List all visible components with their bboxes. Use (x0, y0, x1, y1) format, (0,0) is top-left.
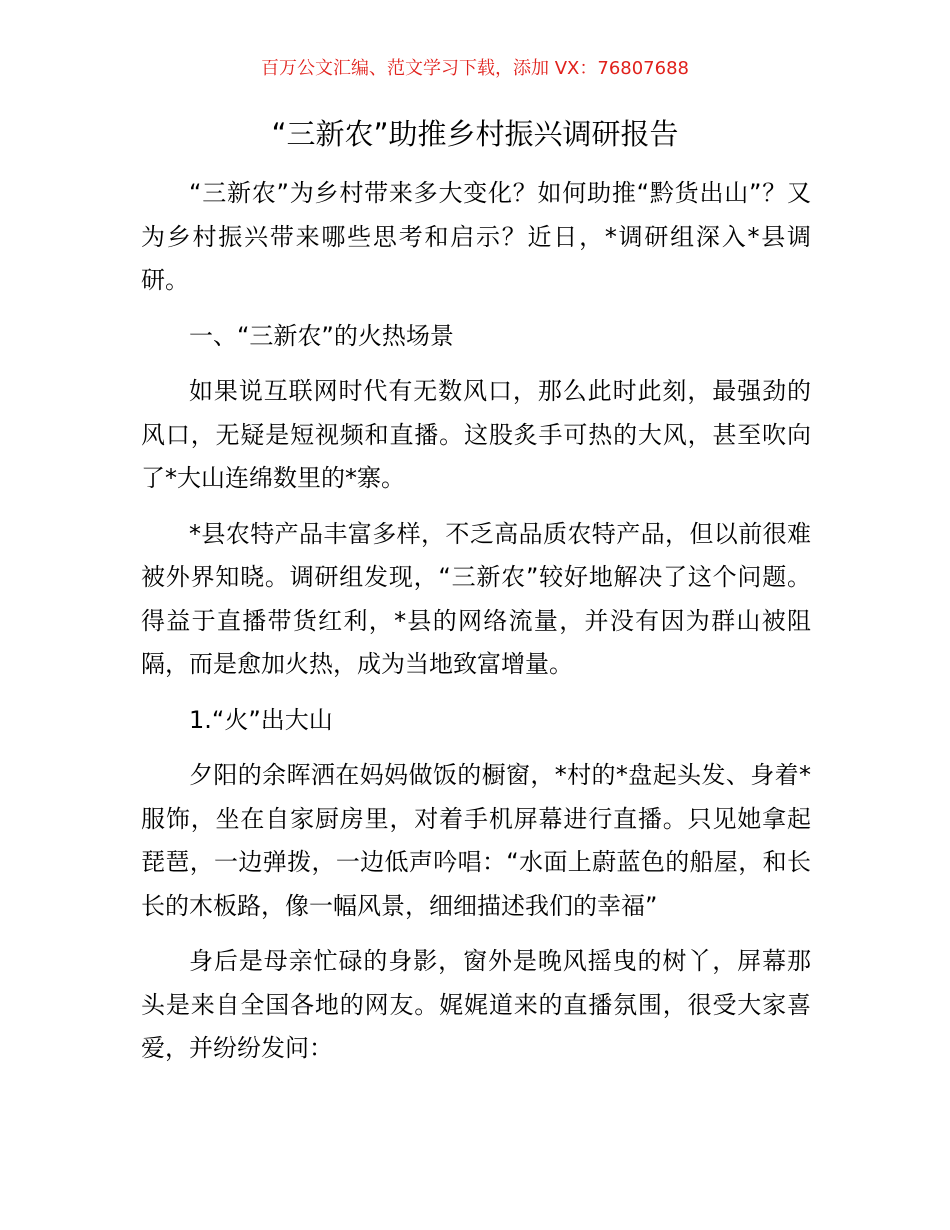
section-heading-1: 一、“三新农”的火热场景 (189, 321, 454, 350)
paragraph-livestream: 夕阳的余晖洒在妈妈做饭的橱窗，*村的*盘起头发、身着*服饰，坐在自家厨房里，对着手机屏幕进行直播。只见她拿起琵琶，一边弹拨，一边低声吟唱：“水面上蔚蓝色的船屋，和长长的木板路，像一幅风景，细细描述我们的幸福” (141, 761, 811, 920)
paragraph-products: *县农特产品丰富多样，不乏高品质农特产品，但以前很难被外界知晓。调研组发现，“三新农”较好地解决了这个问题。得益于直播带货红利，*县的网络流量，并没有因为群山被阻隔，而是愈加火热，成为当地致富增量。 (141, 519, 811, 678)
paragraph-audience: 身后是母亲忙碌的身影，窗外是晚风摇曳的树丫，屏幕那头是来自全国各地的网友。娓娓道来的直播氛围，很受大家喜爱，并纷纷发问： (141, 947, 811, 1062)
watermark-banner: 百万公文汇编、范文学习下载，添加 VX：76807688 (261, 58, 689, 79)
document-title: “三新农”助推乡村振兴调研报告 (271, 117, 679, 151)
document-body (141, 172, 811, 1083)
paragraph-intro: “三新农”为乡村带来多大变化？如何助推“黔货出山”？又为乡村振兴带来哪些思考和启示？近日，*调研组深入*县调研。 (141, 179, 811, 294)
paragraph-wind: 如果说互联网时代有无数风口，那么此时此刻，最强劲的风口，无疑是短视频和直播。这股炙手可热的大风，甚至吹向了*大山连绵数里的*寨。 (141, 377, 811, 492)
subsection-heading-1: 1.“火”出大山 (189, 705, 333, 734)
